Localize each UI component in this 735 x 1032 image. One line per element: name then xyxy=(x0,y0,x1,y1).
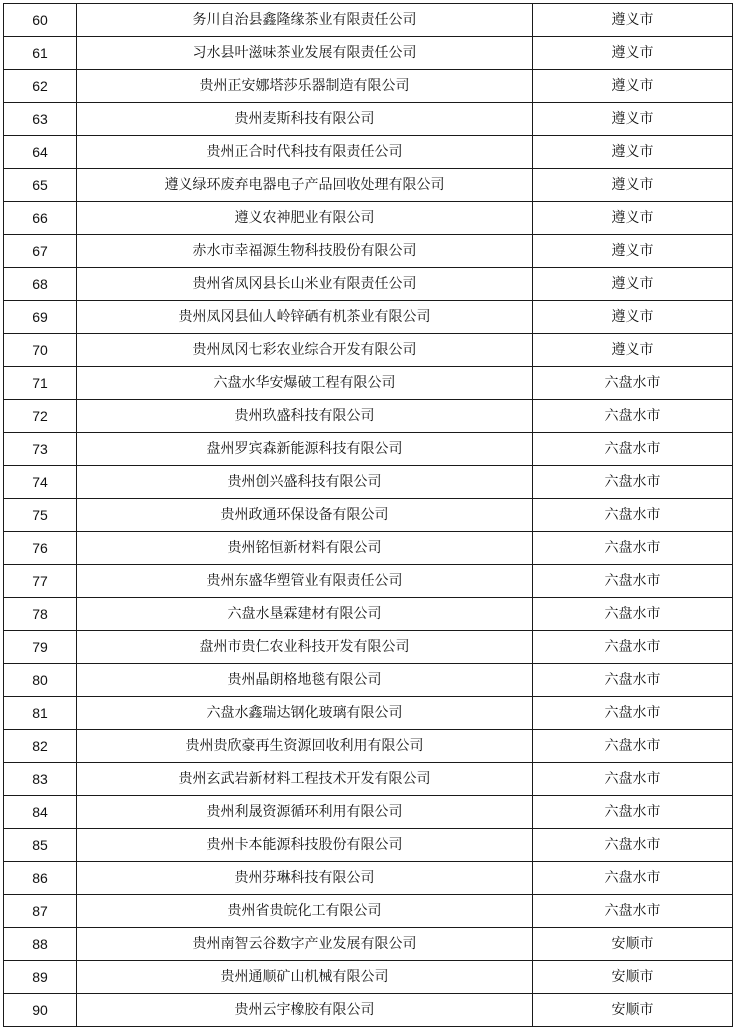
company-name-cell: 贵州玄武岩新材料工程技术开发有限公司 xyxy=(77,763,533,796)
row-number-cell: 60 xyxy=(4,4,77,37)
city-cell: 安顺市 xyxy=(533,961,733,994)
city-cell: 遵义市 xyxy=(533,70,733,103)
table-row xyxy=(4,829,733,862)
table-row xyxy=(4,301,733,334)
company-name-cell: 贵州铭恒新材料有限公司 xyxy=(77,532,533,565)
company-name-cell: 贵州通顺矿山机械有限公司 xyxy=(77,961,533,994)
row-number-cell: 82 xyxy=(4,730,77,763)
company-name-cell: 遵义农神肥业有限公司 xyxy=(77,202,533,235)
city-cell: 遵义市 xyxy=(533,103,733,136)
table-row xyxy=(4,730,733,763)
row-number-cell: 73 xyxy=(4,433,77,466)
company-name-cell: 贵州玖盛科技有限公司 xyxy=(77,400,533,433)
company-name-cell: 习水县叶滋味茶业发展有限责任公司 xyxy=(77,37,533,70)
city-cell: 六盘水市 xyxy=(533,400,733,433)
company-name-cell: 贵州贵欣豪再生资源回收利用有限公司 xyxy=(77,730,533,763)
company-name-cell: 贵州云宇橡胶有限公司 xyxy=(77,994,533,1027)
city-cell: 六盘水市 xyxy=(533,433,733,466)
row-number-cell: 83 xyxy=(4,763,77,796)
company-name-cell: 贵州政通环保设备有限公司 xyxy=(77,499,533,532)
table-row xyxy=(4,961,733,994)
row-number-cell: 70 xyxy=(4,334,77,367)
company-name-cell: 务川自治县鑫隆缘茶业有限责任公司 xyxy=(77,4,533,37)
table-row xyxy=(4,631,733,664)
city-cell: 六盘水市 xyxy=(533,730,733,763)
row-number-cell: 67 xyxy=(4,235,77,268)
city-cell: 六盘水市 xyxy=(533,631,733,664)
company-name-cell: 贵州创兴盛科技有限公司 xyxy=(77,466,533,499)
table-row xyxy=(4,202,733,235)
city-cell: 六盘水市 xyxy=(533,829,733,862)
city-cell: 六盘水市 xyxy=(533,895,733,928)
table-row xyxy=(4,37,733,70)
city-cell: 六盘水市 xyxy=(533,532,733,565)
table-row xyxy=(4,400,733,433)
table-body xyxy=(4,4,733,1027)
city-cell: 安顺市 xyxy=(533,928,733,961)
table-row xyxy=(4,268,733,301)
city-cell: 六盘水市 xyxy=(533,664,733,697)
row-number-cell: 63 xyxy=(4,103,77,136)
city-cell: 遵义市 xyxy=(533,268,733,301)
company-name-cell: 贵州卡本能源科技股份有限公司 xyxy=(77,829,533,862)
table-row xyxy=(4,895,733,928)
table-row xyxy=(4,4,733,37)
company-name-cell: 六盘水华安爆破工程有限公司 xyxy=(77,367,533,400)
row-number-cell: 69 xyxy=(4,301,77,334)
table-row xyxy=(4,928,733,961)
city-cell: 遵义市 xyxy=(533,37,733,70)
table-row xyxy=(4,235,733,268)
city-cell: 遵义市 xyxy=(533,4,733,37)
row-number-cell: 80 xyxy=(4,664,77,697)
table-row xyxy=(4,136,733,169)
table-row xyxy=(4,367,733,400)
company-name-cell: 遵义绿环废弃电器电子产品回收处理有限公司 xyxy=(77,169,533,202)
table-row xyxy=(4,598,733,631)
city-cell: 六盘水市 xyxy=(533,466,733,499)
city-cell: 遵义市 xyxy=(533,136,733,169)
company-name-cell: 贵州芬琳科技有限公司 xyxy=(77,862,533,895)
company-name-cell: 六盘水鑫瑞达钢化玻璃有限公司 xyxy=(77,697,533,730)
table-row xyxy=(4,664,733,697)
company-name-cell: 贵州正安娜塔莎乐器制造有限公司 xyxy=(77,70,533,103)
table-row xyxy=(4,532,733,565)
row-number-cell: 62 xyxy=(4,70,77,103)
company-name-cell: 贵州省凤冈县长山米业有限责任公司 xyxy=(77,268,533,301)
row-number-cell: 78 xyxy=(4,598,77,631)
company-name-cell: 盘州市贵仁农业科技开发有限公司 xyxy=(77,631,533,664)
company-name-cell: 贵州凤冈七彩农业综合开发有限公司 xyxy=(77,334,533,367)
city-cell: 六盘水市 xyxy=(533,565,733,598)
city-cell: 六盘水市 xyxy=(533,763,733,796)
table-row xyxy=(4,862,733,895)
table-row xyxy=(4,334,733,367)
table-row xyxy=(4,466,733,499)
row-number-cell: 79 xyxy=(4,631,77,664)
row-number-cell: 84 xyxy=(4,796,77,829)
row-number-cell: 72 xyxy=(4,400,77,433)
city-cell: 遵义市 xyxy=(533,169,733,202)
table-row xyxy=(4,499,733,532)
row-number-cell: 81 xyxy=(4,697,77,730)
city-cell: 六盘水市 xyxy=(533,796,733,829)
row-number-cell: 86 xyxy=(4,862,77,895)
table-row xyxy=(4,433,733,466)
table-row xyxy=(4,103,733,136)
city-cell: 六盘水市 xyxy=(533,367,733,400)
row-number-cell: 68 xyxy=(4,268,77,301)
company-name-cell: 贵州利晟资源循环利用有限公司 xyxy=(77,796,533,829)
row-number-cell: 87 xyxy=(4,895,77,928)
company-name-cell: 贵州南智云谷数字产业发展有限公司 xyxy=(77,928,533,961)
row-number-cell: 65 xyxy=(4,169,77,202)
row-number-cell: 74 xyxy=(4,466,77,499)
city-cell: 遵义市 xyxy=(533,202,733,235)
company-name-cell: 赤水市幸福源生物科技股份有限公司 xyxy=(77,235,533,268)
company-name-cell: 贵州凤冈县仙人岭锌硒有机茶业有限公司 xyxy=(77,301,533,334)
company-list-table xyxy=(3,3,733,1027)
company-name-cell: 贵州晶朗格地毯有限公司 xyxy=(77,664,533,697)
table-row xyxy=(4,763,733,796)
row-number-cell: 77 xyxy=(4,565,77,598)
table-row xyxy=(4,565,733,598)
row-number-cell: 76 xyxy=(4,532,77,565)
company-name-cell: 贵州正合时代科技有限责任公司 xyxy=(77,136,533,169)
city-cell: 安顺市 xyxy=(533,994,733,1027)
table-row xyxy=(4,796,733,829)
city-cell: 遵义市 xyxy=(533,235,733,268)
row-number-cell: 71 xyxy=(4,367,77,400)
table-row xyxy=(4,70,733,103)
city-cell: 六盘水市 xyxy=(533,598,733,631)
city-cell: 遵义市 xyxy=(533,334,733,367)
city-cell: 六盘水市 xyxy=(533,499,733,532)
row-number-cell: 88 xyxy=(4,928,77,961)
row-number-cell: 64 xyxy=(4,136,77,169)
table-row xyxy=(4,994,733,1027)
table-row xyxy=(4,169,733,202)
table-row xyxy=(4,697,733,730)
row-number-cell: 61 xyxy=(4,37,77,70)
row-number-cell: 85 xyxy=(4,829,77,862)
company-name-cell: 贵州东盛华塑管业有限责任公司 xyxy=(77,565,533,598)
row-number-cell: 90 xyxy=(4,994,77,1027)
city-cell: 遵义市 xyxy=(533,301,733,334)
company-name-cell: 贵州省贵皖化工有限公司 xyxy=(77,895,533,928)
city-cell: 六盘水市 xyxy=(533,697,733,730)
company-name-cell: 贵州麦斯科技有限公司 xyxy=(77,103,533,136)
row-number-cell: 89 xyxy=(4,961,77,994)
city-cell: 六盘水市 xyxy=(533,862,733,895)
row-number-cell: 75 xyxy=(4,499,77,532)
company-name-cell: 盘州罗宾森新能源科技有限公司 xyxy=(77,433,533,466)
company-name-cell: 六盘水垦霖建材有限公司 xyxy=(77,598,533,631)
row-number-cell: 66 xyxy=(4,202,77,235)
